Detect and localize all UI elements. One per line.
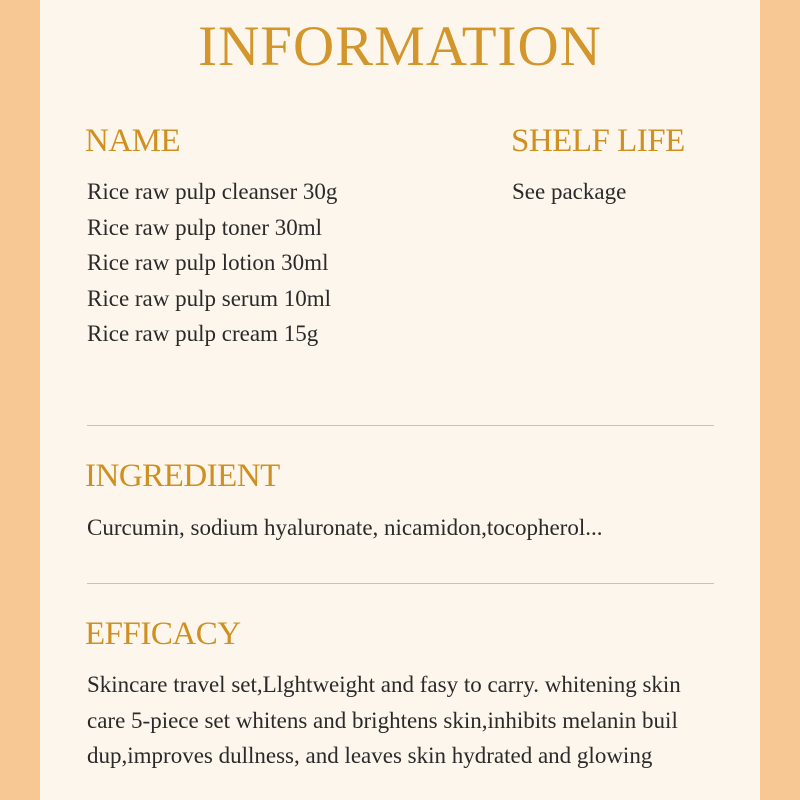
product-list bbox=[87, 174, 337, 352]
page-title: INFORMATION bbox=[198, 15, 602, 78]
list-item: Rice raw pulp cream 15g bbox=[87, 321, 319, 346]
list-item: Rice raw pulp cleanser 30g bbox=[87, 179, 338, 204]
list-item: Rice raw pulp toner 30ml bbox=[87, 214, 323, 240]
efficacy-line: care 5-piece set whitens and brightens skin,inhibits melanin buil bbox=[87, 707, 678, 733]
divider bbox=[87, 425, 714, 426]
efficacy-line: Skincare travel set,Llghtweight and fasy to carry. whitening skin bbox=[87, 672, 681, 697]
info-card bbox=[40, 0, 760, 800]
efficacy-heading: EFFICACY bbox=[85, 616, 241, 652]
efficacy-text bbox=[87, 667, 681, 774]
list-item: Rice raw pulp serum 10ml bbox=[87, 285, 332, 311]
shelf-life-heading: SHELF LIFE bbox=[511, 123, 685, 159]
shelf-life-value: See package bbox=[512, 179, 627, 204]
name-heading: NAME bbox=[85, 123, 181, 159]
ingredient-heading: INGREDIENT bbox=[85, 458, 280, 494]
list-item: Rice raw pulp lotion 30ml bbox=[87, 250, 329, 275]
ingredient-text: Curcumin, sodium hyaluronate, nicamidon,tocopherol... bbox=[87, 515, 603, 540]
efficacy-line: dup,improves dullness, and leaves skin hydrated and glowing bbox=[87, 743, 653, 768]
divider bbox=[87, 583, 714, 584]
